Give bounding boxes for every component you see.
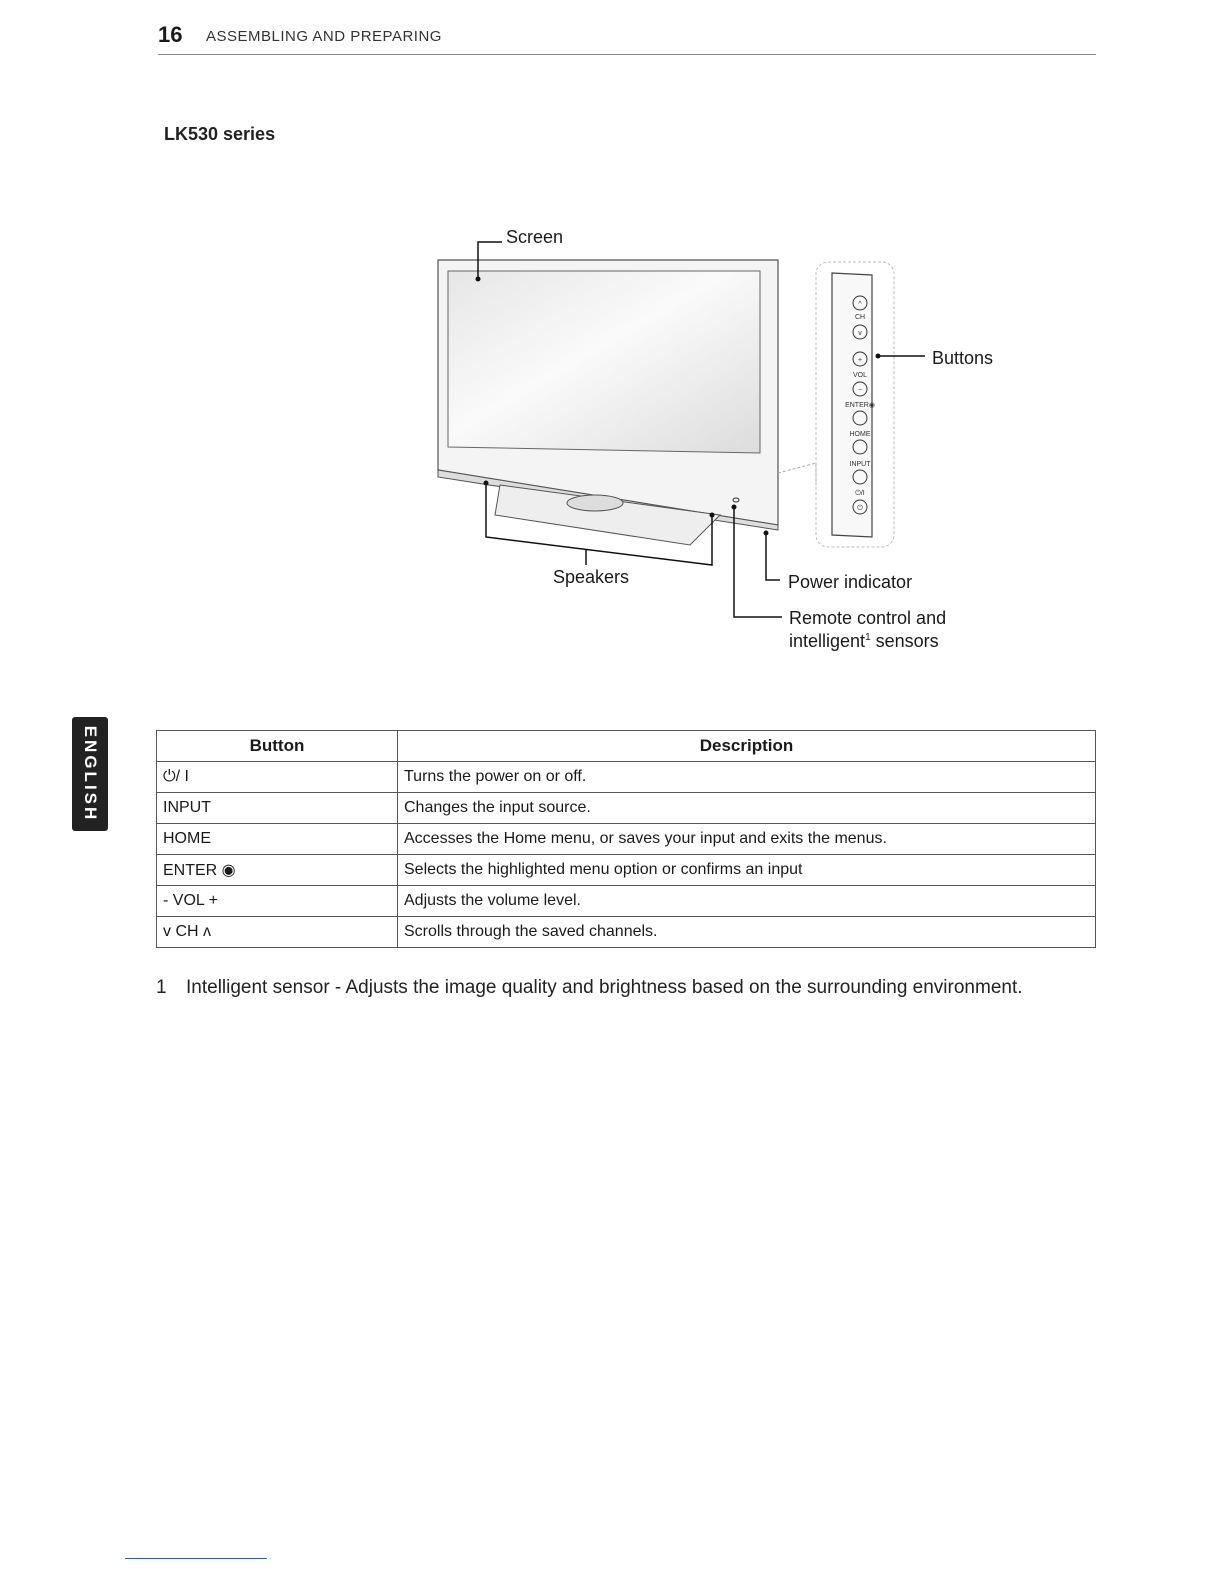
button-cell: INPUT bbox=[157, 793, 398, 824]
button-cell: - VOL + bbox=[157, 886, 398, 917]
power-indicator-callout bbox=[764, 531, 913, 593]
screen-label: Screen bbox=[506, 227, 564, 247]
button-cell: ⏻/ I bbox=[157, 762, 398, 793]
description-cell: Accesses the Home menu, or saves your input and exits the menus. bbox=[398, 824, 1096, 855]
input-label: INPUT bbox=[849, 461, 871, 468]
power-indicator-label: Power indicator bbox=[788, 572, 913, 592]
description-cell: Adjusts the volume level. bbox=[398, 886, 1096, 917]
buttons-callout bbox=[876, 348, 994, 368]
svg-text:+: + bbox=[857, 357, 863, 364]
button-table bbox=[156, 730, 1096, 948]
table-row bbox=[157, 793, 1096, 824]
buttons-label: Buttons bbox=[932, 348, 994, 368]
svg-text:−: − bbox=[857, 387, 863, 394]
speakers-label: Speakers bbox=[553, 567, 630, 587]
button-column-header: Button bbox=[157, 731, 398, 762]
button-cell: HOME bbox=[157, 824, 398, 855]
page-header bbox=[158, 22, 1096, 55]
svg-text:^: ^ bbox=[858, 301, 862, 308]
table-header-row bbox=[157, 731, 1096, 762]
table-row bbox=[157, 824, 1096, 855]
enter-label: ENTER◉ bbox=[845, 402, 875, 409]
tv-illustration bbox=[438, 260, 778, 545]
remote-sensor-label-line1: Remote control and bbox=[789, 608, 947, 628]
description-cell: Selects the highlighted menu option or confirms an input bbox=[398, 855, 1096, 886]
table-row bbox=[157, 762, 1096, 793]
section-title: ASSEMBLING AND PREPARING bbox=[206, 28, 442, 45]
vol-label: VOL bbox=[852, 372, 868, 379]
description-cell: Scrolls through the saved channels. bbox=[398, 917, 1096, 948]
table-row bbox=[157, 886, 1096, 917]
button-panel bbox=[778, 262, 894, 547]
table-row bbox=[157, 917, 1096, 948]
ch-label: CH bbox=[854, 314, 866, 321]
language-tab-label: ENGLISH bbox=[81, 725, 100, 823]
tv-diagram bbox=[420, 215, 1020, 660]
language-tab bbox=[72, 717, 108, 831]
svg-text:v: v bbox=[858, 330, 862, 337]
button-cell: ENTER ◉ bbox=[157, 855, 398, 886]
description-cell: Changes the input source. bbox=[398, 793, 1096, 824]
remote-sensor-label-line2: intelligent$^1$ sensors bbox=[789, 631, 939, 651]
power-label: ⏻/I bbox=[855, 490, 865, 497]
page-number: 16 bbox=[158, 22, 183, 47]
footnote bbox=[156, 977, 1023, 999]
button-cell: v CH ʌ bbox=[157, 917, 398, 948]
description-cell: Turns the power on or off. bbox=[398, 762, 1096, 793]
table-row bbox=[157, 855, 1096, 886]
footnote-text: Intelligent sensor - Adjusts the image quality and brightness based on the surrounding environment. bbox=[186, 977, 1023, 998]
footnote-number: 1 bbox=[156, 977, 167, 998]
footer-rule bbox=[125, 1558, 267, 1559]
home-label: HOME bbox=[849, 431, 871, 438]
description-column-header: Description bbox=[398, 731, 1096, 762]
svg-text:⏻: ⏻ bbox=[857, 505, 863, 512]
series-title: LK530 series bbox=[164, 124, 276, 144]
